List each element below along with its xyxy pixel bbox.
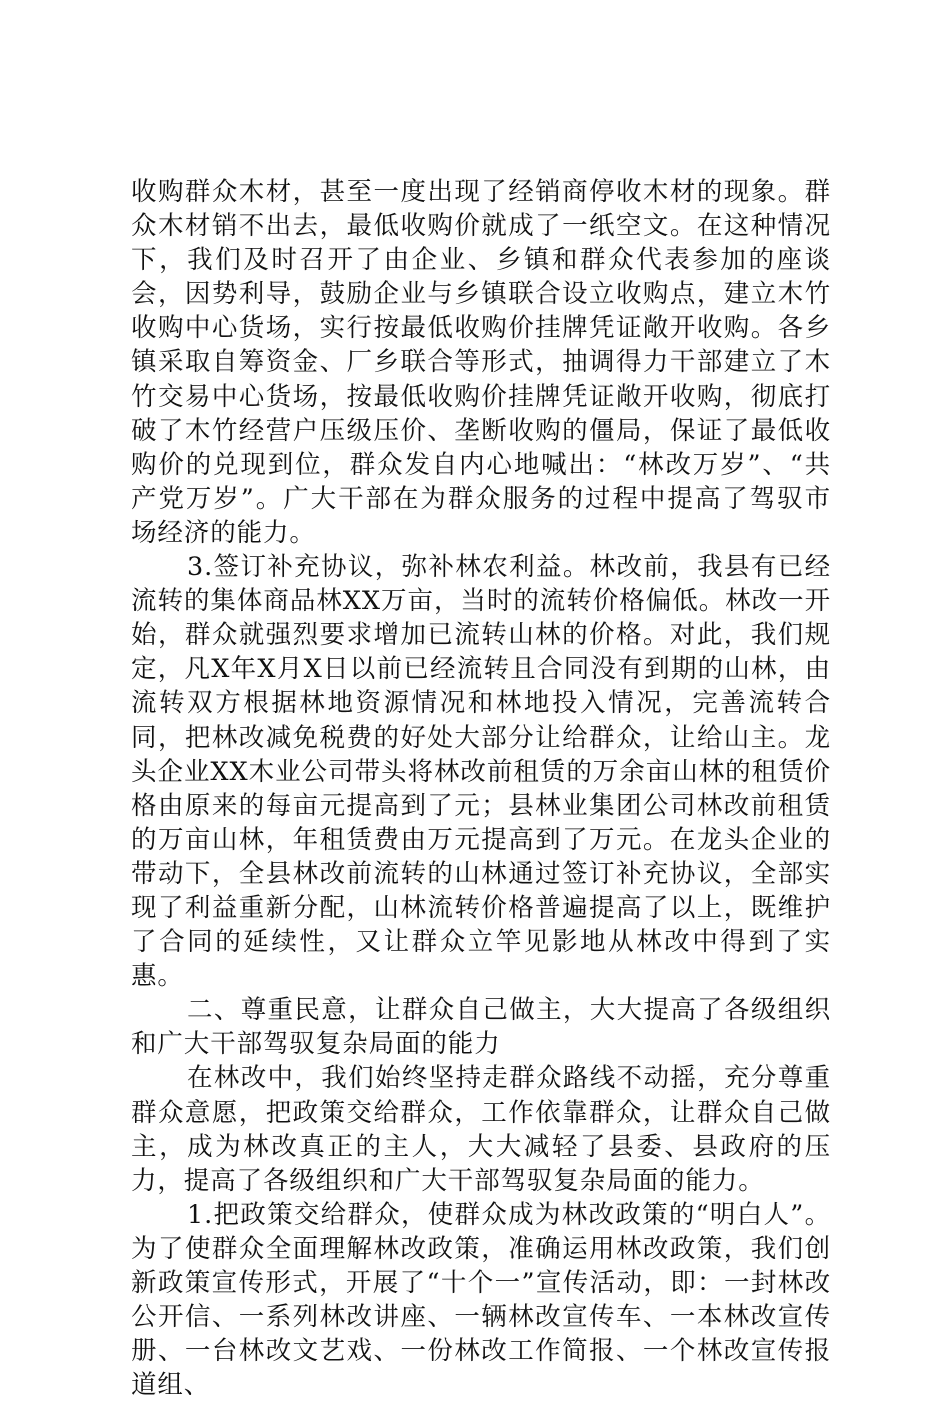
paragraph-item-1: 1.把政策交给群众，使群众成为林改政策的“明白人”。为了使群众全面理解林改政策，准确运用林改政策，我们创新政策宣传形式，开展了“十个一”宣传活动，即：一封林改公开信、一系列林改讲座、一辆林改宣传车、一本林改宣传册、一台林改文艺戏、一份林改工作简报、一个林改宣传报道组、 (131, 1199, 831, 1401)
paragraph-item-3: 3.签订补充协议，弥补林农利益。林改前，我县有已经流转的集体商品林XX万亩，当时的流转价格偏低。林改一开始，群众就强烈要求增加已流转山林的价格。对此，我们规定，凡X年X月X日以前已经流转且合同没有到期的山林，由流转双方根据林地资源情况和林地投入情况，完善流转合同，把林改减免税费的好处大部分让给群众，让给山主。龙头企业XX木业公司带头将林改前租赁的万余亩山林的租赁价格由原来的每亩元提高到了元；县林业集团公司林改前租赁的万亩山林，年租赁费由万元提高到了万元。在龙头企业的带动下，全县林改前流转的山林通过签订补充协议，全部实现了利益重新分配，山林流转价格普遍提高了以上，既维护了合同的延续性，又让群众立竿见影地从林改中得到了实惠。 (131, 552, 831, 992)
section-heading: 二、尊重民意，让群众自己做主，大大提高了各级组织和广大干部驾驭复杂局面的能力 (131, 995, 831, 1060)
paragraph-continued: 收购群众木材，甚至一度出现了经销商停收木材的现象。群众木材销不出去，最低收购价就成了一纸空文。在这种情况下，我们及时召开了由企业、乡镇和群众代表参加的座谈会，因势利导，鼓励企业与乡镇联合设立收购点，建立木竹收购中心货场，实行按最低收购价挂牌凭证敞开收购。各乡镇采取自筹资金、厂乡联合等形式，抽调得力干部建立了木竹交易中心货场，按最低收购价挂牌凭证敞开收购，彻底打破了木竹经营户压级压价、垄断收购的僵局，保证了最低收购价的兑现到位，群众发自内心地喊出：“林改万岁”、“共产党万岁”。广大干部在为群众服务的过程中提高了驾驭市场经济的能力。 (131, 177, 831, 548)
paragraph-section-intro: 在林改中，我们始终坚持走群众路线不动摇，充分尊重群众意愿，把政策交给群众，工作依靠群众，让群众自己做主，成为林改真正的主人，大大减轻了县委、县政府的压力，提高了各级组织和广大干部驾驭复杂局面的能力。 (131, 1063, 831, 1196)
document-body (131, 175, 831, 1402)
